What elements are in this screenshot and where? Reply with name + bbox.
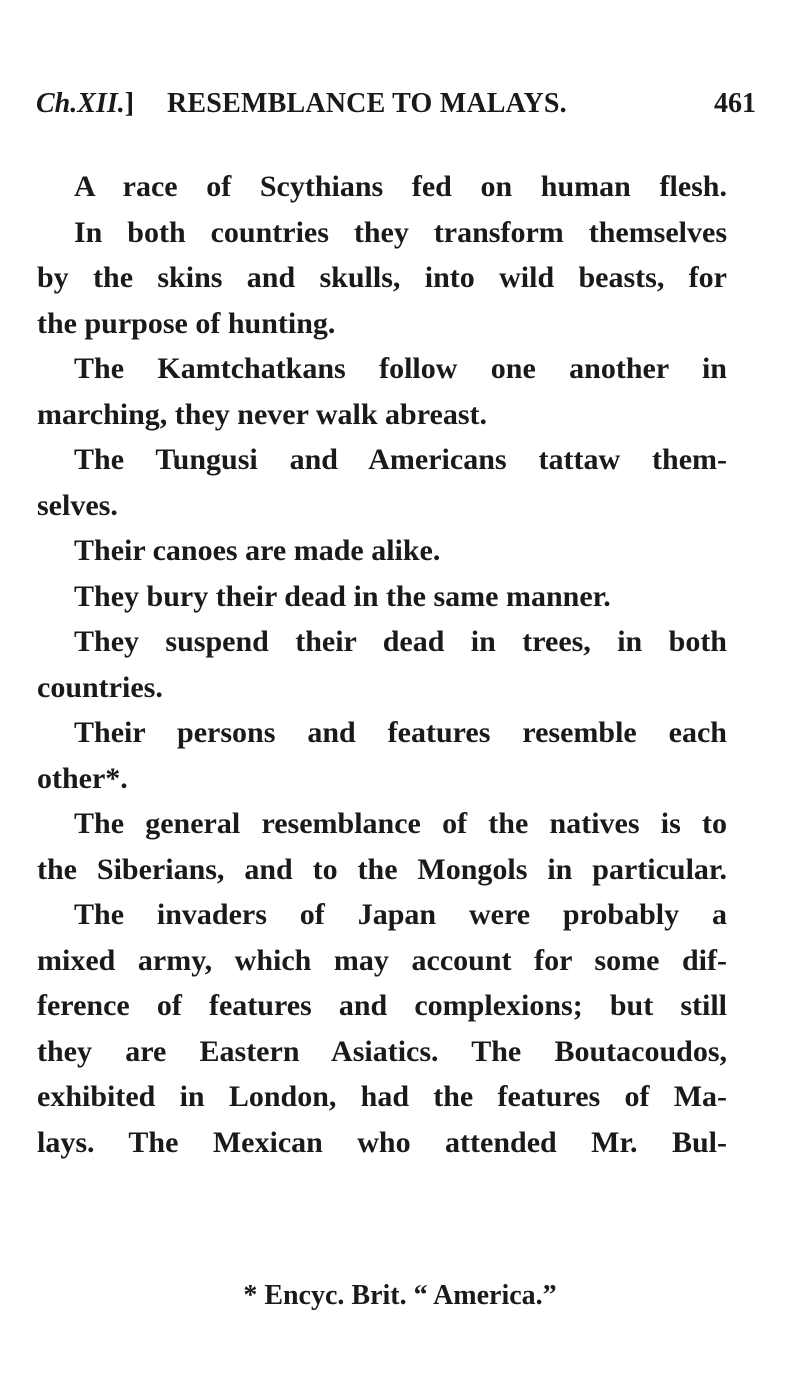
text-line: they are Eastern Asiatics. The Boutacoudos, [37,1034,727,1068]
text-line: exhibited in London, had the features of Ma- [37,1080,727,1113]
running-title: RESEMBLANCE TO MALAYS. [167,88,567,119]
text-line: The Kamtchatkans follow one another in [74,352,727,385]
running-head [0,84,800,124]
text-line: They suspend their dead in trees, in both [74,625,727,658]
text-line: In both countries they transform themselves [74,215,727,249]
text-line: lays. The Mexican who attended Mr. Bul- [37,1125,727,1159]
text-line: Their persons and features resemble each [74,716,727,749]
chapter-numeral: XII. [77,88,125,119]
chapter-bracket: ] [124,88,135,119]
text-line: marching, they never walk abreast. [37,397,487,431]
text-line: Their canoes are made alike. [74,534,441,567]
footnote: * Encyc. Brit. “ America.” [243,1280,557,1311]
text-line: The Tungusi and Americans tattaw them- [74,443,727,476]
chapter-prefix: Ch. [36,88,78,119]
text-line: The invaders of Japan were probably a [74,898,727,931]
text-line: the Siberians, and to the Mongols in particular. [37,852,727,886]
text-line: A race of Scythians fed on human flesh. [74,170,727,203]
text-line: other*. [37,761,128,795]
text-line: mixed army, which may account for some dif- [37,943,727,977]
text-line: selves. [37,488,118,522]
page-number: 461 [714,88,756,119]
body-text [37,164,727,1165]
text-line: countries. [37,670,163,704]
text-line: The general resemblance of the natives is to [74,807,727,840]
text-line: ference of features and complexions; but still [37,989,727,1022]
text-line: They bury their dead in the same manner. [74,579,611,613]
text-line: the purpose of hunting. [37,306,336,340]
text-line: by the skins and skulls, into wild beasts, for [37,261,727,294]
chapter-reference [36,84,134,124]
